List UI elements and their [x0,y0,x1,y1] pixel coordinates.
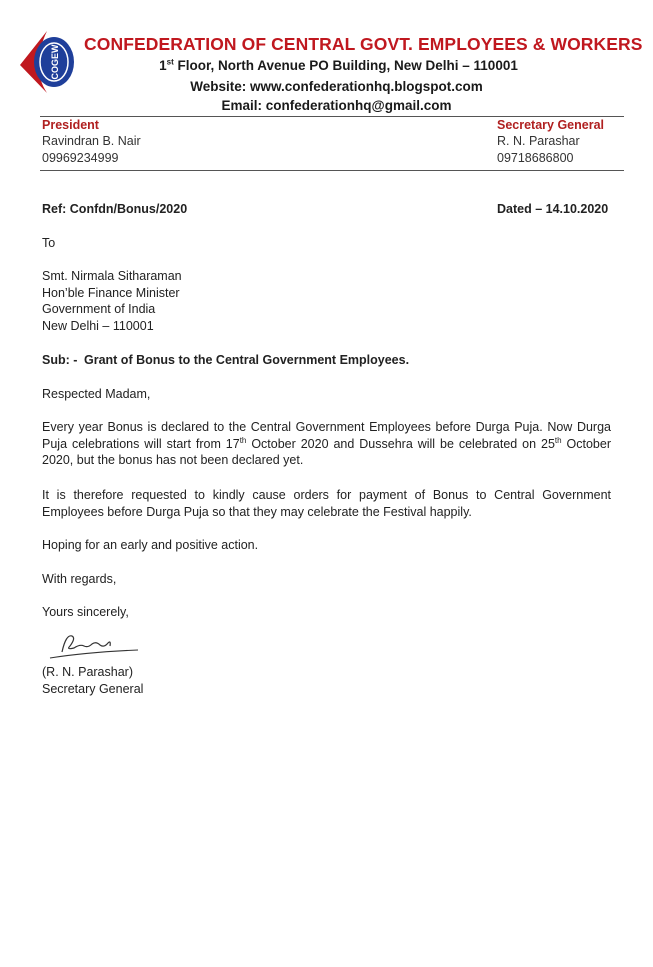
subject-text: Grant of Bonus to the Central Government Employees. [84,353,410,367]
signer-title: Secretary General [42,682,144,696]
reference-number: Ref: Confdn/Bonus/2020 [42,202,188,216]
with-regards: With regards, [42,572,117,586]
secretary-phone: 09718686800 [497,151,574,165]
president-phone: 09969234999 [42,151,119,165]
president-name: Ravindran B. Nair [42,134,141,148]
organization-name: CONFEDERATION OF CENTRAL GOVT. EMPLOYEES & WORKERS [84,34,643,54]
recipient-line: Government of India [42,302,156,316]
organization-email: Email: confederationhq@gmail.com [221,98,452,113]
secretary-role: Secretary General [497,118,605,132]
organization-website: Website: www.confederationhq.blogspot.com [190,79,483,94]
body-paragraph-1: Every year Bonus is declared to the Central Government Employees before Durga Puja. Now Durga Puja celebrations will start from 17th October 2020 and Dussehra will be celebrated on 25th October 2020, but the bonus has not been declared yet. [42,420,611,467]
recipient-line: Hon’ble Finance Minister [42,285,180,300]
subject-label: Sub: - [42,353,78,367]
signer-name: (R. N. Parashar) [42,665,133,679]
secretary-name: R. N. Parashar [497,134,580,148]
closing: Yours sincerely, [42,605,129,619]
svg-text:COGEW: COGEW [50,44,60,80]
to-label: To [42,236,56,250]
recipient-line: Smt. Nirmala Sitharaman [42,269,182,283]
recipient-line: New Delhi – 110001 [42,318,154,333]
president-role: President [42,118,99,132]
salutation: Respected Madam, [42,387,151,401]
recipient-block [42,268,182,334]
body-paragraph-3: Hoping for an early and positive action. [42,538,259,552]
letter-date: Dated – 14.10.2020 [497,202,609,216]
officers-divider [40,170,624,171]
signature [48,628,140,662]
organization-address: 1st Floor, North Avenue PO Building, New Delhi – 110001 [159,57,518,73]
body-paragraph-2: It is therefore requested to kindly cause orders for payment of Bonus to Central Government Employees before Durga Puja so that they may celebrate the Festival happily. [42,488,611,519]
header-divider [40,116,624,117]
